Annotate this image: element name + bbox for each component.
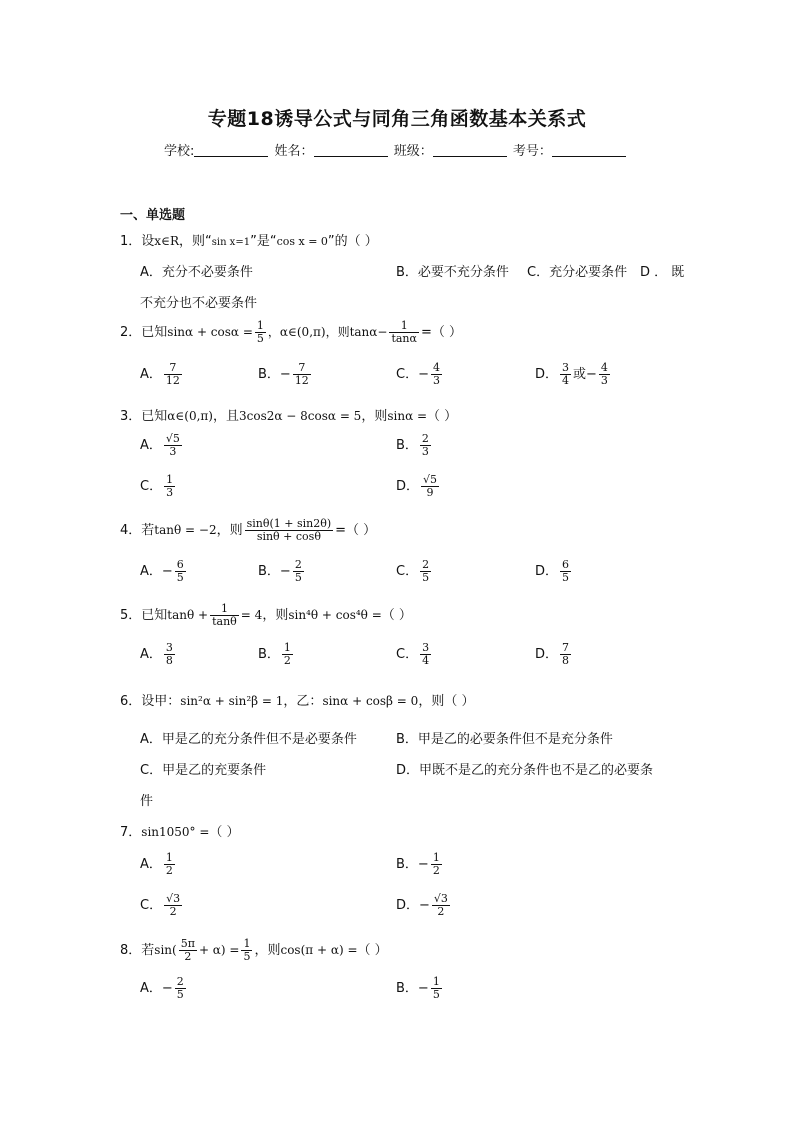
question-text: ，则“ (178, 234, 212, 249)
numerator: 1 (432, 851, 440, 864)
option-label: C． (140, 479, 163, 494)
question-text: ，则 (262, 608, 289, 623)
option-label: C． (396, 647, 419, 662)
math-expr: sin1050° = (141, 825, 210, 839)
exam-no-label: 考号： (512, 144, 552, 159)
option-c[interactable]: C．充分必要条件 (527, 265, 628, 280)
math-expr: tanθ = −2 (154, 523, 217, 537)
option-b[interactable] (258, 642, 295, 667)
option-d[interactable] (396, 474, 441, 499)
math-expr: + α) = (198, 943, 240, 957)
option-label: B．− (258, 564, 291, 579)
option-c[interactable] (140, 893, 184, 918)
question-text: ，则 (361, 409, 388, 424)
numerator: 2 (294, 558, 302, 571)
option-label: C． (396, 564, 419, 579)
math-expr: tanα− (349, 325, 388, 339)
numerator: 2 (422, 558, 430, 571)
option-b[interactable] (396, 433, 433, 458)
numerator: 1 (432, 975, 440, 988)
question-text: 若 (141, 943, 155, 958)
denominator: 12 (165, 374, 180, 387)
option-d[interactable]: D．甲既不是乙的充分条件也不是乙的必要条 (396, 763, 654, 778)
exam-no-blank[interactable] (552, 144, 626, 157)
question-text: 设甲： (141, 694, 181, 709)
option-label: A． (140, 647, 162, 662)
option-label: B． (258, 647, 280, 662)
denominator: 3 (164, 445, 182, 458)
math-expr: sinα = (387, 409, 428, 423)
denominator: 2 (432, 864, 440, 877)
class-blank[interactable] (433, 144, 507, 157)
fraction (175, 976, 186, 1001)
question-number: 5． (120, 608, 142, 623)
fraction (293, 559, 304, 584)
question-text: =（ ） (335, 523, 377, 538)
question-number: 4． (120, 523, 142, 538)
option-a[interactable] (140, 976, 188, 1001)
question-number: 1． (120, 234, 142, 249)
option-a[interactable] (140, 559, 188, 584)
question-text: （ ） (427, 409, 458, 424)
numerator: 3 (165, 641, 173, 654)
option-c[interactable] (396, 642, 433, 667)
denominator: 2 (165, 864, 173, 877)
option-d[interactable] (535, 559, 573, 584)
option-b[interactable]: B．甲是乙的必要条件但不是充分条件 (396, 732, 613, 747)
option-b[interactable] (258, 559, 306, 584)
question-2 (120, 320, 462, 345)
question-text: （ ） (209, 825, 240, 840)
option-label: D． (535, 647, 559, 662)
option-label: D． (396, 479, 420, 494)
name-label: 姓名： (274, 144, 314, 159)
question-number: 8． (120, 943, 142, 958)
option-a[interactable] (140, 642, 177, 667)
numerator: 2 (176, 975, 184, 988)
question-number: 3． (120, 409, 142, 424)
denominator: 3 (421, 445, 429, 458)
denominator: 2 (432, 905, 450, 918)
denominator: 5 (243, 950, 251, 963)
option-d[interactable] (535, 642, 573, 667)
fraction (431, 852, 442, 877)
fraction (560, 559, 571, 584)
option-d[interactable]: D ． 既 (640, 265, 685, 280)
numerator: sinθ(1 + sin2θ) (246, 517, 332, 530)
fraction (245, 518, 334, 543)
option-a[interactable]: A．甲是乙的充分条件但不是必要条件 (140, 732, 357, 747)
denominator: 5 (256, 332, 264, 345)
option-label: B． (396, 438, 418, 453)
option-c[interactable]: C．甲是乙的充要条件 (140, 763, 267, 778)
question-3 (120, 405, 457, 424)
option-a[interactable] (140, 852, 177, 877)
option-b[interactable] (396, 852, 444, 877)
option-a[interactable]: A．充分不必要条件 (140, 265, 253, 280)
question-number: 7． (120, 825, 142, 840)
option-a[interactable] (140, 433, 184, 458)
numerator: 1 (166, 473, 174, 486)
fraction (420, 433, 431, 458)
math-expr: ，α∈(0,π)，则 (267, 325, 350, 339)
fraction (164, 642, 175, 667)
numerator: 1 (243, 937, 251, 950)
option-b[interactable] (258, 362, 313, 387)
option-label: D． (535, 367, 559, 382)
option-c[interactable] (396, 559, 433, 584)
numerator: 1 (256, 319, 264, 332)
option-label: A． (140, 438, 162, 453)
question-text: ，乙： (283, 694, 323, 709)
option-d-continued: 不充分也不必要条件 (140, 296, 258, 311)
option-d[interactable] (396, 893, 452, 918)
question-text: 已知 (141, 325, 168, 340)
denominator: 5 (176, 988, 184, 1001)
numerator: 4 (600, 361, 608, 374)
denominator: 5 (422, 571, 430, 584)
math-expr: tanθ + (167, 608, 209, 622)
fraction (255, 320, 266, 345)
numerator: 1 (283, 641, 291, 654)
question-number: 2． (120, 325, 142, 340)
denominator: 4 (562, 374, 570, 387)
question-8 (120, 938, 388, 963)
fraction (164, 362, 182, 387)
question-6 (120, 690, 474, 709)
option-label: B．− (396, 857, 429, 872)
denominator: 4 (422, 654, 430, 667)
question-7 (120, 821, 240, 840)
question-4 (120, 518, 376, 543)
denominator: tanα (391, 332, 417, 345)
fraction (164, 893, 182, 918)
math-expr: sin x=1 (211, 237, 251, 248)
denominator: 5 (294, 571, 302, 584)
denominator: 3 (432, 374, 440, 387)
denominator: 5 (432, 988, 440, 1001)
numerator: 2 (421, 432, 429, 445)
fraction (293, 362, 311, 387)
question-text: =（ ） (420, 325, 462, 340)
math-expr: x∈R (154, 234, 179, 248)
fraction (175, 559, 186, 584)
question-text: （ ） (357, 943, 388, 958)
question-text: ，且 (212, 409, 239, 424)
denominator: 5 (562, 571, 570, 584)
denominator: 8 (165, 654, 173, 667)
fraction (431, 362, 442, 387)
numerator: 7 (298, 361, 306, 374)
option-label: A． (140, 857, 162, 872)
numerator: √5 (423, 473, 438, 486)
student-info-line (164, 140, 628, 159)
math-expr: cos x = 0 (276, 235, 328, 248)
fraction (282, 642, 293, 667)
fraction (431, 976, 442, 1001)
numerator: 3 (422, 641, 430, 654)
fraction (560, 362, 571, 387)
option-label: C．− (396, 367, 429, 382)
denominator: 12 (294, 374, 309, 387)
option-label: B．− (396, 981, 429, 996)
question-text: 若 (141, 523, 155, 538)
denominator: 8 (562, 654, 570, 667)
fraction (164, 852, 175, 877)
numerator: 7 (562, 641, 570, 654)
option-label: D．− (396, 898, 430, 913)
question-text: 设 (141, 234, 155, 249)
math-expr: sin⁴θ + cos⁴θ = (288, 608, 382, 622)
denominator: 2 (179, 950, 197, 963)
question-number: 6． (120, 694, 142, 709)
option-b[interactable] (396, 976, 444, 1001)
numerator: 4 (432, 361, 440, 374)
fraction (560, 642, 571, 667)
page-title: 专题18诱导公式与同角三角函数基本关系式 (207, 108, 587, 130)
fraction (164, 474, 175, 499)
option-label: D． (535, 564, 559, 579)
fraction (420, 559, 431, 584)
numerator: 5π (180, 937, 195, 950)
option-d-continued: 件 (140, 794, 154, 809)
class-label: 班级： (393, 144, 433, 159)
denominator: 9 (421, 486, 439, 499)
question-text: ，则（ ） (418, 694, 475, 709)
denominator: 5 (176, 571, 184, 584)
fraction (420, 642, 431, 667)
math-expr: sin²α + sin²β = 1 (180, 694, 284, 708)
question-1 (120, 230, 378, 249)
numerator: 6 (176, 558, 184, 571)
math-expr: sin( (154, 943, 177, 957)
numerator: 1 (400, 319, 408, 332)
numerator: 1 (220, 602, 228, 615)
math-expr: sinα + cosβ = 0 (322, 694, 419, 708)
school-blank[interactable] (194, 144, 268, 157)
numerator: 7 (169, 361, 177, 374)
numerator: 1 (165, 851, 173, 864)
question-text: ”的（ ） (327, 234, 378, 249)
fraction (599, 362, 610, 387)
fraction (421, 474, 439, 499)
denominator: 3 (166, 486, 174, 499)
math-expr: α∈(0,π) (167, 409, 213, 423)
name-blank[interactable] (314, 144, 388, 157)
denominator: 2 (283, 654, 291, 667)
denominator: 3 (600, 374, 608, 387)
option-c[interactable] (396, 362, 444, 387)
math-expr: = 4 (240, 608, 263, 622)
fraction (210, 603, 239, 628)
option-label: A．− (140, 564, 173, 579)
question-text: ，则 (254, 943, 281, 958)
question-text: 已知 (141, 409, 168, 424)
numerator: √3 (166, 892, 181, 905)
question-text: 已知 (141, 608, 168, 623)
option-d[interactable] (535, 362, 612, 387)
section-heading: 一、单选题 (120, 208, 186, 223)
fraction (389, 320, 419, 345)
question-text: （ ） (381, 608, 412, 623)
option-label: B．− (258, 367, 291, 382)
denominator: 2 (164, 905, 182, 918)
numerator: 6 (562, 558, 570, 571)
question-5 (120, 603, 412, 628)
option-a[interactable] (140, 362, 184, 387)
fraction (432, 893, 450, 918)
math-expr: 3cos2α − 8cosα = 5 (239, 409, 362, 423)
denominator: sinθ + cosθ (245, 530, 334, 543)
option-label: A．− (140, 981, 173, 996)
math-expr: sinα + cosα = (167, 325, 253, 339)
question-text: ，则 (216, 523, 243, 538)
numerator: 3 (562, 361, 570, 374)
question-text: ”是“ (250, 234, 277, 249)
option-c[interactable] (140, 474, 177, 499)
option-label: A． (140, 367, 162, 382)
option-label: C． (140, 898, 163, 913)
option-b[interactable]: B．必要不充分条件 (396, 265, 509, 280)
option-text: 或− (573, 367, 597, 382)
denominator: tanθ (212, 615, 237, 628)
fraction (179, 938, 197, 963)
school-label: 学校: (164, 144, 195, 159)
fraction (164, 433, 182, 458)
math-expr: cos(π + α) = (280, 943, 358, 957)
numerator: √3 (433, 892, 448, 905)
numerator: √5 (165, 432, 180, 445)
fraction (241, 938, 252, 963)
